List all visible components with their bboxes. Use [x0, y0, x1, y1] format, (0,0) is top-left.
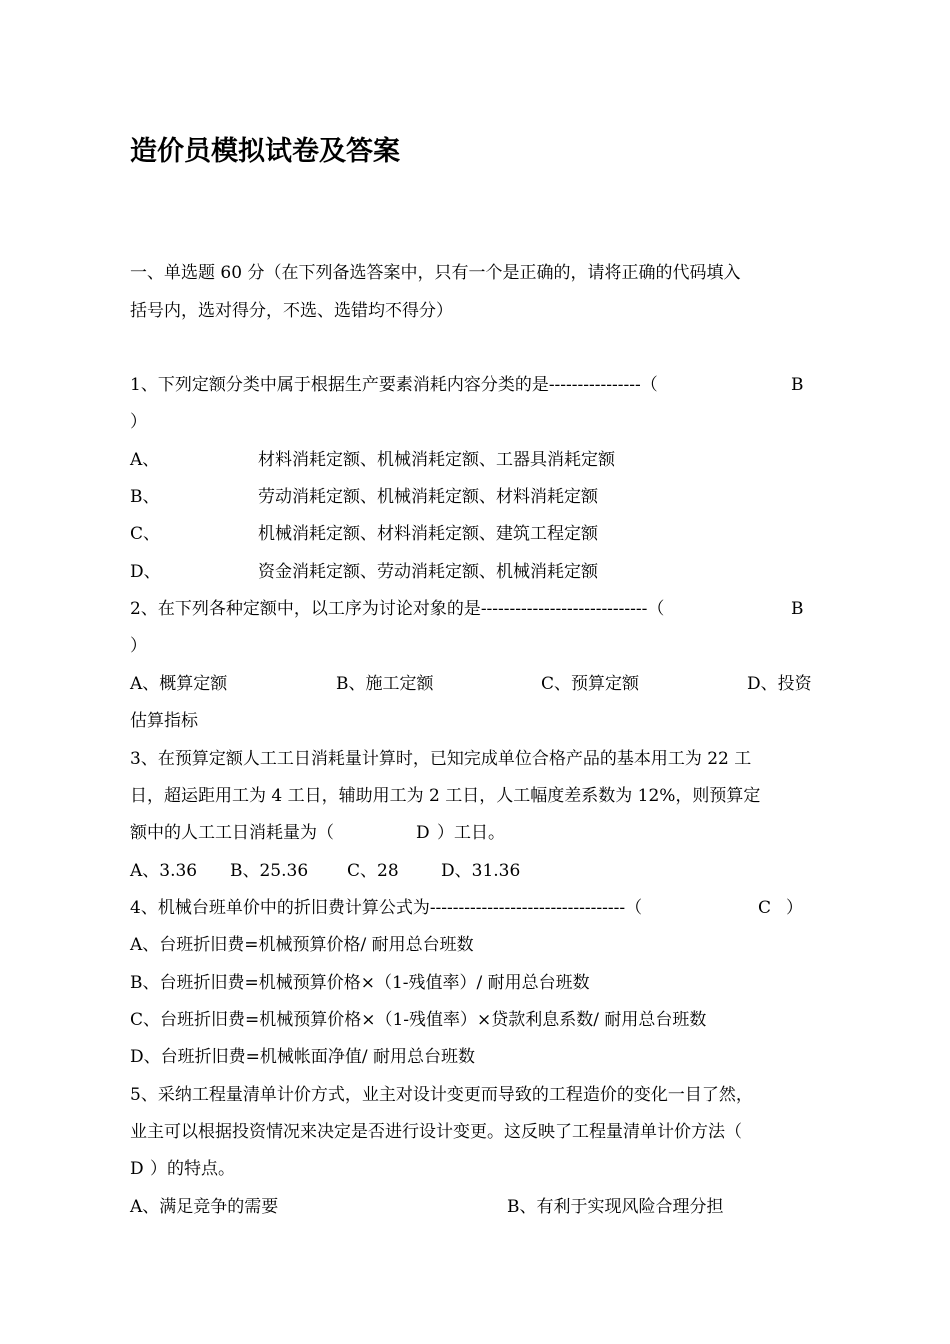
- q5-answer: D: [130, 1159, 144, 1179]
- q4-option-d: D、台班折旧费=机械帐面净值/ 耐用总台班数: [130, 1047, 476, 1067]
- q4-answer: C: [758, 898, 772, 918]
- q3-option-d: D、31.36: [441, 861, 521, 881]
- q5-option-b: B、有利于实现风险合理分担: [507, 1197, 724, 1217]
- q2-close-paren: ）: [130, 636, 147, 656]
- q3-option-b: B、25.36: [230, 861, 309, 881]
- q4-option-a: A、台班折旧费=机械预算价格/ 耐用总台班数: [130, 935, 474, 955]
- q1-close-paren: ）: [130, 412, 147, 432]
- q1-option-text: 材料消耗定额、机械消耗定额、工器具消耗定额: [258, 450, 615, 470]
- q3-option-c: C、28: [347, 861, 399, 881]
- q2-answer: B: [791, 599, 804, 619]
- q1-option-label: B、: [130, 487, 160, 507]
- q1-answer: B: [791, 375, 804, 395]
- q1-option-text: 机械消耗定额、材料消耗定额、建筑工程定额: [258, 524, 598, 544]
- q2-option-d: D、投资: [747, 674, 812, 694]
- q1-stem: 1、下列定额分类中属于根据生产要素消耗内容分类的是----------------（: [130, 375, 658, 395]
- q2-option-a: A、概算定额: [130, 674, 228, 694]
- q3-stem-line3-end: ）工日。: [437, 823, 505, 843]
- q1-option-text: 劳动消耗定额、机械消耗定额、材料消耗定额: [258, 487, 598, 507]
- q3-stem-line3: 额中的人工工日消耗量为（: [130, 823, 334, 843]
- q5-stem-line3-end: ）的特点。: [150, 1159, 235, 1179]
- q1-option-label: D、: [130, 562, 161, 582]
- q2-option-d-continued: 估算指标: [130, 711, 198, 731]
- q5-stem-line1: 5、采纳工程量清单计价方式，业主对设计变更而导致的工程造价的变化一目了然，: [130, 1085, 753, 1105]
- q5-option-a: A、满足竞争的需要: [130, 1197, 279, 1217]
- q4-option-b: B、台班折旧费=机械预算价格×（1-残值率）/ 耐用总台班数: [130, 973, 590, 993]
- q3-option-a: A、3.36: [130, 861, 198, 881]
- q1-option-label: C、: [130, 524, 161, 544]
- q5-stem-line2: 业主可以根据投资情况来决定是否进行设计变更。这反映了工程量清单计价方法（: [130, 1122, 742, 1142]
- q4-close-paren: ）: [786, 898, 803, 918]
- q1-option-text: 资金消耗定额、劳动消耗定额、机械消耗定额: [258, 562, 598, 582]
- q3-stem-line2: 日，超运距用工为 4 工日，辅助用工为 2 工日，人工幅度差系数为 12%，则预算定: [130, 786, 761, 806]
- q2-stem: 2、在下列各种定额中，以工序为讨论对象的是-----------------------------（: [130, 599, 665, 619]
- q2-option-b: B、施工定额: [336, 674, 434, 694]
- section-instruction-line2: 括号内，选对得分，不选、选错均不得分）: [130, 301, 453, 321]
- document-title: 造价员模拟试卷及答案: [130, 136, 400, 167]
- q3-answer: D: [416, 823, 430, 843]
- section-instruction-line1: 一、单选题 60 分（在下列备选答案中，只有一个是正确的，请将正确的代码填入: [130, 263, 741, 283]
- q4-option-c: C、台班折旧费=机械预算价格×（1-残值率）×贷款利息系数/ 耐用总台班数: [130, 1010, 707, 1030]
- q4-stem: 4、机械台班单价中的折旧费计算公式为----------------------------------（: [130, 898, 643, 918]
- q2-option-c: C、预算定额: [541, 674, 640, 694]
- q3-stem-line1: 3、在预算定额人工工日消耗量计算时，已知完成单位合格产品的基本用工为 22 工: [130, 749, 752, 769]
- q1-option-label: A、: [130, 450, 160, 470]
